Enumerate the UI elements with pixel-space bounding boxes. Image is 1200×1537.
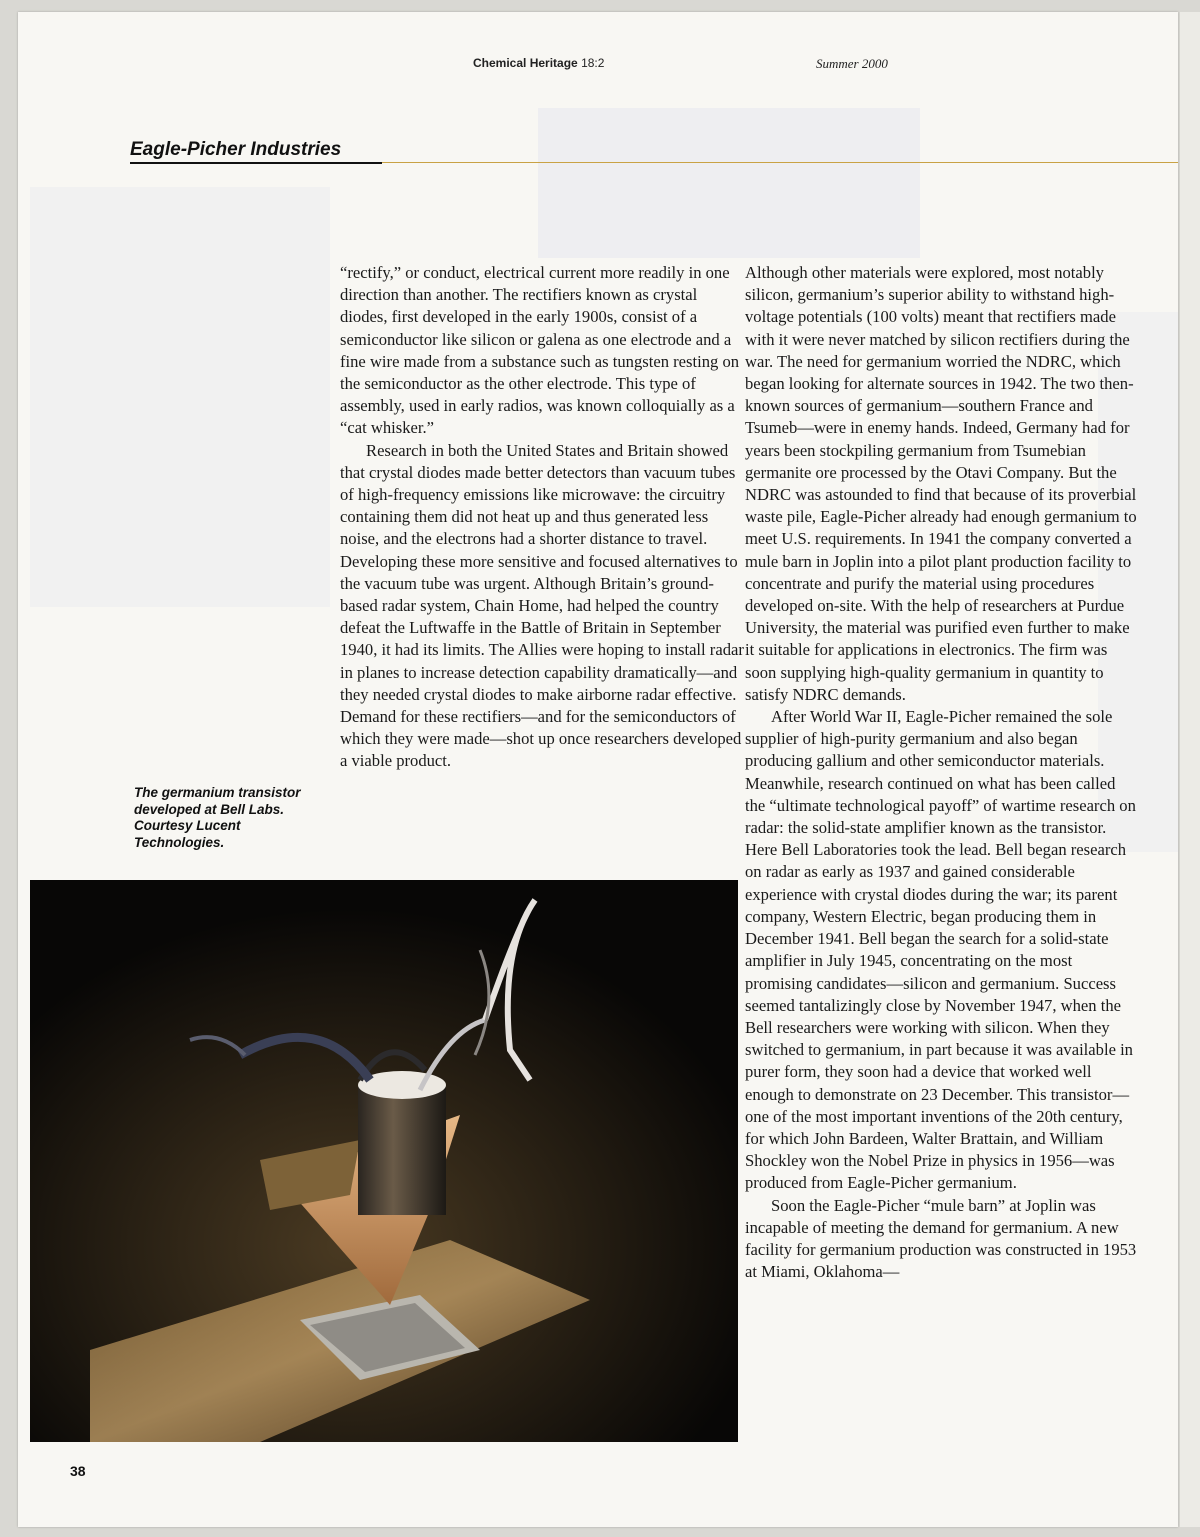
article-column-right bbox=[745, 262, 1137, 1283]
transistor-photo bbox=[30, 880, 738, 1442]
article-column-left bbox=[340, 262, 744, 773]
section-title: Eagle-Picher Industries bbox=[130, 139, 342, 160]
paragraph: “rectify,” or conduct, electrical current more readily in one direction than another. The rectifiers known as crystal diodes, first developed in the early 1900s, consist of a semiconductor like silicon or galena as one electrode and a fine wire made from a substance such as tungsten resting on the semiconductor as the other electrode. This type of assembly, used in early radios, was known colloquially as a “cat whisker.” bbox=[340, 263, 740, 438]
issue-number: 18:2 bbox=[581, 56, 605, 70]
magazine-page bbox=[18, 12, 1178, 1527]
facing-page-edge bbox=[1180, 12, 1200, 1527]
show-through-block bbox=[30, 187, 330, 607]
page-number: 38 bbox=[70, 1463, 86, 1479]
paragraph: Research in both the United States and Britain showed that crystal diodes made better detectors than vacuum tubes of high-frequency emissions like microwave: the circuitry containing them did not heat up and thus generated less noise, and the electrons had a shorter distance to travel. Developing these more sensitive and focused alternatives to the vacuum tube was urgent. Although Britain’s ground-based radar system, Chain Home, had helped the country defeat the Luftwaffe in the Battle of Britain in September 1940, it had its limits. The Allies were hoping to install radar in planes to increase detection capability dramatically—and they needed crystal diodes to make airborne radar effective. Demand for these rectifiers—and for the semiconductors of which they were made—shot up once researchers developed a viable product. bbox=[340, 440, 744, 771]
section-rule bbox=[130, 162, 382, 164]
show-through-block bbox=[538, 108, 920, 258]
journal-title: Chemical Heritage 18:2 bbox=[473, 56, 605, 70]
photo-caption: The germanium transistor developed at Bell Labs. Courtesy Lucent Technologies. bbox=[134, 785, 301, 850]
header-rule bbox=[382, 162, 1178, 163]
issue-season: Summer 2000 bbox=[816, 56, 888, 71]
transistor-illustration bbox=[30, 880, 738, 1442]
paragraph: Soon the Eagle-Picher “mule barn” at Joplin was incapable of meeting the demand for germanium. A new facility for germanium production was constructed in 1953 at Miami, Oklahoma— bbox=[745, 1195, 1137, 1282]
paragraph: Although other materials were explored, most notably silicon, germanium’s superior ability to withstand high-voltage potentials (100 volts) meant that rectifiers made with it were never matched by silicon rectifiers during the war. The need for germanium worried the NDRC, which began looking for alternate sources in 1942. The two then-known sources of germanium—southern France and Tsumeb—were in enemy hands. Indeed, Germany had for years been stockpiling germanium from Tsumebian germanite ore processed by the Otavi Company. But the NDRC was astounded to find that because of its proverbial waste pile, Eagle-Picher already had enough germanium to meet U.S. requirements. In 1941 the company converted a mule barn in Joplin into a pilot plant production facility to concentrate and purify the material using procedures developed on-site. With the help of researchers at Purdue University, the material was purified even further to make it suitable for applications in electronics. The firm was soon supplying high-quality germanium in quantity to satisfy NDRC demands. bbox=[745, 263, 1137, 704]
paragraph: After World War II, Eagle-Picher remained the sole supplier of high-purity germanium and also began producing gallium and other semiconductor materials. Meanwhile, research continued on what has been called the “ultimate technological payoff” of wartime research on radar: the solid-state amplifier known as the transistor. Here Bell Laboratories took the lead. Bell began research on radar as early as 1937 and gained considerable experience with crystal diodes during the war; its parent company, Western Electric, began producing them in December 1941. Bell began the search for a solid-state amplifier in July 1945, concentrating on the most promising candidates—silicon and germanium. Success seemed tantalizingly close by November 1947, when the Bell researchers were working with silicon. When they switched to germanium, in part because it was available in purer form, they soon had a device that worked well enough to demonstrate on 23 December. This transistor—one of the most important inventions of the 20th century, for which John Bardeen, Walter Brattain, and William Shockley won the Nobel Prize in physics in 1956—was produced from Eagle-Picher germanium. bbox=[745, 707, 1136, 1193]
